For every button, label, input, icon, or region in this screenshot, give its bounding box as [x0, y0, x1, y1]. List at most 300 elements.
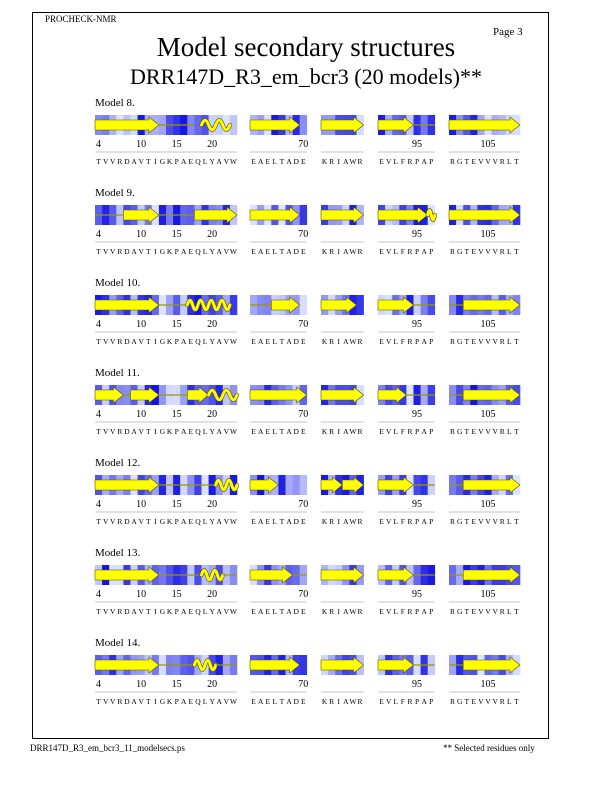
- sequence-letter: V: [385, 607, 392, 616]
- sequence-letter: I: [154, 427, 157, 436]
- residue-tick-label: 20: [207, 139, 218, 150]
- segment-group: [95, 295, 238, 346]
- model-block: [0, 367, 612, 457]
- segment-group: [321, 115, 364, 166]
- sequence-letter: P: [429, 697, 434, 706]
- sequence-letter: E: [471, 247, 477, 256]
- sequence-letter: A: [181, 427, 187, 436]
- sequence-letter: I: [337, 247, 340, 256]
- sequence-letter: L: [202, 517, 208, 526]
- model-label: Model 14.: [95, 637, 141, 649]
- sequence-letter: G: [159, 427, 166, 436]
- sequence-letter: P: [174, 697, 179, 706]
- segment-group: [378, 475, 435, 526]
- sequence-letter: P: [414, 697, 420, 706]
- sequence-letter: A: [343, 427, 349, 436]
- segment-group: [250, 655, 308, 706]
- sequence-letter: G: [159, 697, 166, 706]
- sequence-letter: D: [293, 517, 299, 526]
- residue-tick-label: 95: [412, 319, 423, 330]
- sequence-letter: R: [499, 517, 505, 526]
- sequence-letter: A: [216, 517, 222, 526]
- sequence-letter: A: [257, 337, 264, 346]
- residue-tick-label: 4: [96, 409, 102, 420]
- sequence-letter: R: [117, 427, 123, 436]
- residue-tick-label: 4: [96, 679, 102, 690]
- sequence-letter: E: [188, 337, 194, 346]
- sequence-letter: F: [400, 427, 405, 436]
- sequence-letter: A: [343, 247, 349, 256]
- sequence-letter: V: [385, 247, 392, 256]
- sequence-letter: W: [349, 157, 357, 166]
- sequence-letter: A: [421, 697, 427, 706]
- sequence-letter: V: [138, 607, 144, 616]
- segment-group: [95, 115, 238, 166]
- sequence-letter: E: [471, 157, 477, 166]
- residue-tick-label: 95: [412, 589, 423, 600]
- residue-tick-label: 70: [298, 679, 309, 690]
- structure-strip: [0, 295, 612, 365]
- sequence-letter: V: [492, 157, 498, 166]
- residue-tick-label: 15: [171, 499, 182, 510]
- structure-strip: [0, 385, 612, 455]
- sequence-letter: V: [478, 247, 484, 256]
- sequence-letter: L: [272, 697, 278, 706]
- sequence-letter: A: [216, 337, 222, 346]
- residue-tick-label: 15: [171, 229, 182, 240]
- segment-group: [321, 295, 364, 346]
- sequence-letter: T: [464, 337, 470, 346]
- sequence-letter: T: [145, 337, 151, 346]
- sequence-letter: R: [357, 517, 363, 526]
- model-label: Model 10.: [95, 277, 141, 289]
- sequence-letter: F: [400, 517, 405, 526]
- sequence-letter: T: [514, 157, 519, 166]
- sequence-letter: G: [456, 697, 463, 706]
- sequence-letter: V: [492, 607, 498, 616]
- segment-group: [321, 565, 364, 616]
- sequence-letter: V: [478, 517, 484, 526]
- sequence-letter: V: [385, 427, 392, 436]
- sequence-letter: E: [300, 427, 306, 436]
- sequence-letter: A: [286, 607, 292, 616]
- sequence-letter: V: [485, 427, 491, 436]
- program-name: PROCHECK-NMR: [45, 14, 117, 24]
- sequence-letter: R: [450, 157, 456, 166]
- sequence-letter: T: [96, 337, 101, 346]
- sequence-letter: V: [223, 697, 230, 706]
- sequence-letter: E: [265, 157, 271, 166]
- sequence-letter: R: [450, 607, 456, 616]
- sequence-letter: G: [456, 607, 463, 616]
- sequence-letter: E: [251, 607, 256, 616]
- residue-tick-label: 20: [207, 229, 218, 240]
- sequence-letter: R: [407, 427, 413, 436]
- sequence-letter: I: [154, 607, 157, 616]
- structure-strip: [0, 655, 612, 725]
- sequence-letter: A: [181, 337, 187, 346]
- sequence-letter: E: [265, 337, 271, 346]
- sequence-letter: K: [166, 607, 173, 616]
- sequence-letter: A: [131, 517, 137, 526]
- sequence-letter: E: [251, 337, 256, 346]
- sequence-letter: R: [357, 427, 363, 436]
- sequence-letter: K: [321, 247, 328, 256]
- sequence-letter: F: [400, 337, 405, 346]
- residue-tick-label: 10: [136, 319, 147, 330]
- sequence-letter: I: [337, 427, 340, 436]
- sequence-letter: L: [507, 697, 512, 706]
- sequence-letter: G: [159, 157, 166, 166]
- segment-group: [95, 205, 238, 256]
- sequence-letter: T: [145, 607, 151, 616]
- sequence-letter: Q: [195, 607, 201, 616]
- sequence-letter: A: [216, 607, 222, 616]
- sequence-letter: I: [154, 697, 157, 706]
- sequence-letter: L: [202, 247, 208, 256]
- model-block: [0, 187, 612, 277]
- footer-note: ** Selected residues only: [443, 743, 535, 753]
- sequence-letter: A: [343, 157, 349, 166]
- segment-group: [378, 115, 435, 166]
- sequence-letter: E: [300, 157, 306, 166]
- sequence-letter: D: [293, 337, 299, 346]
- sequence-letter: A: [421, 337, 427, 346]
- sequence-letter: E: [265, 697, 271, 706]
- sequence-letter: W: [229, 697, 237, 706]
- sequence-letter: E: [471, 337, 477, 346]
- sequence-letter: T: [145, 697, 151, 706]
- sequence-letter: P: [414, 337, 420, 346]
- sequence-letter: V: [138, 697, 144, 706]
- sequence-letter: R: [450, 697, 456, 706]
- sequence-letter: P: [174, 517, 179, 526]
- residue-tick-label: 15: [171, 589, 182, 600]
- sequence-letter: L: [272, 517, 278, 526]
- sequence-letter: I: [154, 247, 157, 256]
- sequence-letter: R: [117, 517, 123, 526]
- sequence-letter: V: [492, 427, 498, 436]
- sequence-letter: L: [272, 607, 278, 616]
- sequence-letter: L: [507, 337, 512, 346]
- sequence-letter: W: [229, 427, 237, 436]
- sequence-letter: R: [357, 157, 363, 166]
- sequence-letter: L: [202, 157, 208, 166]
- sequence-letter: V: [110, 337, 116, 346]
- segment-group: [95, 655, 238, 706]
- sequence-letter: D: [124, 607, 130, 616]
- sequence-letter: E: [265, 427, 271, 436]
- sequence-letter: W: [349, 427, 357, 436]
- sequence-letter: T: [464, 247, 470, 256]
- residue-tick-label: 70: [298, 499, 309, 510]
- sequence-letter: V: [485, 607, 491, 616]
- sequence-letter: R: [329, 697, 335, 706]
- sequence-letter: R: [499, 157, 505, 166]
- sequence-letter: V: [102, 427, 109, 436]
- sequence-letter: V: [478, 427, 484, 436]
- model-block: [0, 97, 612, 187]
- residue-tick-label: 105: [480, 319, 496, 330]
- sequence-letter: T: [514, 337, 519, 346]
- sequence-letter: R: [407, 157, 413, 166]
- residue-tick-label: 70: [298, 589, 309, 600]
- sequence-letter: K: [166, 157, 173, 166]
- residue-tick-label: 10: [136, 229, 147, 240]
- model-label: Model 13.: [95, 547, 141, 559]
- sequence-letter: E: [251, 157, 256, 166]
- sequence-letter: W: [229, 337, 237, 346]
- segment-group: [95, 385, 238, 436]
- sequence-letter: Y: [209, 607, 215, 616]
- sequence-letter: Q: [195, 517, 201, 526]
- residue-tick-label: 95: [412, 229, 423, 240]
- residue-tick-label: 15: [171, 409, 182, 420]
- sequence-letter: L: [202, 697, 208, 706]
- sequence-letter: I: [337, 607, 340, 616]
- sequence-letter: P: [429, 607, 434, 616]
- sequence-letter: V: [485, 517, 491, 526]
- sequence-letter: K: [166, 427, 173, 436]
- residue-tick-label: 4: [96, 319, 102, 330]
- sequence-letter: V: [485, 337, 491, 346]
- segment-group: [378, 385, 435, 436]
- sequence-letter: T: [464, 157, 470, 166]
- sequence-letter: K: [321, 337, 328, 346]
- sequence-letter: A: [257, 157, 264, 166]
- sequence-letter: T: [514, 427, 519, 436]
- sequence-letter: K: [166, 697, 173, 706]
- sequence-letter: V: [102, 157, 109, 166]
- sequence-letter: A: [421, 607, 427, 616]
- sequence-letter: V: [223, 427, 230, 436]
- model-label: Model 12.: [95, 457, 141, 469]
- sequence-letter: D: [124, 697, 130, 706]
- sequence-letter: A: [131, 427, 137, 436]
- sequence-letter: V: [110, 517, 116, 526]
- sequence-letter: R: [407, 247, 413, 256]
- sequence-letter: V: [102, 247, 109, 256]
- sequence-letter: E: [265, 517, 271, 526]
- sequence-letter: W: [349, 607, 357, 616]
- sequence-letter: V: [223, 247, 230, 256]
- sequence-letter: A: [131, 697, 137, 706]
- model-block: [0, 637, 612, 727]
- sequence-letter: T: [514, 247, 519, 256]
- sequence-letter: D: [293, 427, 299, 436]
- sequence-letter: D: [124, 247, 130, 256]
- sequence-letter: E: [379, 517, 384, 526]
- segment-group: [378, 205, 435, 256]
- segment-group: [321, 205, 364, 256]
- residue-tick-label: 20: [207, 499, 218, 510]
- sequence-letter: T: [514, 607, 519, 616]
- model-block: [0, 457, 612, 547]
- sequence-letter: R: [117, 607, 123, 616]
- sequence-letter: T: [145, 157, 151, 166]
- sequence-letter: G: [456, 337, 463, 346]
- sequence-letter: P: [414, 607, 420, 616]
- footer-filename: DRR147D_R3_em_bcr3_11_modelsecs.ps: [30, 743, 185, 753]
- sequence-letter: A: [257, 427, 264, 436]
- sequence-letter: E: [300, 337, 306, 346]
- sequence-letter: R: [499, 247, 505, 256]
- residue-cell: [300, 295, 307, 315]
- sequence-letter: T: [514, 517, 519, 526]
- sequence-letter: A: [131, 337, 137, 346]
- sequence-letter: D: [293, 697, 299, 706]
- sequence-letter: E: [188, 247, 194, 256]
- sequence-letter: T: [464, 427, 470, 436]
- sequence-letter: A: [286, 427, 292, 436]
- sequence-letter: R: [117, 157, 123, 166]
- model-label: Model 8.: [95, 97, 135, 109]
- segment-group: [449, 295, 520, 346]
- sequence-letter: V: [223, 517, 230, 526]
- residue-tick-label: 10: [136, 589, 147, 600]
- sequence-letter: V: [492, 697, 498, 706]
- residue-tick-label: 95: [412, 139, 423, 150]
- sequence-letter: I: [154, 337, 157, 346]
- sequence-letter: T: [279, 517, 285, 526]
- sequence-letter: T: [279, 697, 285, 706]
- residue-tick-label: 15: [171, 319, 182, 330]
- sequence-letter: A: [131, 247, 137, 256]
- segment-group: [378, 655, 435, 706]
- sequence-letter: P: [414, 427, 420, 436]
- segment-group: [449, 565, 520, 616]
- sequence-letter: P: [174, 427, 179, 436]
- sequence-letter: V: [110, 157, 116, 166]
- sequence-letter: L: [272, 427, 278, 436]
- sequence-letter: V: [385, 697, 392, 706]
- sequence-letter: T: [96, 517, 101, 526]
- page-number: Page 3: [493, 26, 523, 38]
- sequence-letter: E: [471, 697, 477, 706]
- sequence-letter: V: [138, 517, 144, 526]
- sequence-letter: R: [407, 337, 413, 346]
- sequence-letter: L: [507, 157, 512, 166]
- sequence-letter: Q: [195, 157, 201, 166]
- segment-group: [321, 655, 364, 706]
- sequence-letter: A: [181, 157, 187, 166]
- sequence-letter: W: [349, 697, 357, 706]
- sequence-letter: K: [321, 697, 328, 706]
- sequence-letter: E: [188, 517, 194, 526]
- residue-tick-label: 20: [207, 589, 218, 600]
- sequence-letter: R: [357, 337, 363, 346]
- segment-group: [250, 385, 308, 436]
- sequence-letter: K: [321, 607, 328, 616]
- residue-tick-label: 10: [136, 409, 147, 420]
- segment-group: [250, 205, 308, 256]
- sequence-letter: T: [145, 517, 151, 526]
- sequence-letter: P: [414, 247, 420, 256]
- segment-group: [321, 385, 364, 436]
- sequence-letter: P: [174, 247, 179, 256]
- sequence-letter: F: [400, 247, 405, 256]
- sequence-letter: W: [229, 157, 237, 166]
- structure-strip: [0, 565, 612, 635]
- sequence-letter: A: [216, 247, 222, 256]
- sequence-letter: A: [181, 247, 187, 256]
- sequence-letter: R: [407, 517, 413, 526]
- residue-tick-label: 4: [96, 139, 102, 150]
- sequence-letter: K: [321, 427, 328, 436]
- sequence-letter: R: [450, 517, 456, 526]
- sequence-letter: T: [96, 427, 101, 436]
- sequence-letter: A: [216, 157, 222, 166]
- sequence-letter: E: [379, 607, 384, 616]
- sequence-letter: E: [471, 607, 477, 616]
- sequence-letter: L: [202, 337, 208, 346]
- sequence-letter: Y: [209, 247, 215, 256]
- sequence-letter: D: [293, 157, 299, 166]
- sequence-letter: R: [357, 607, 363, 616]
- sequence-letter: A: [131, 607, 137, 616]
- sequence-letter: V: [385, 157, 392, 166]
- sequence-letter: R: [499, 697, 505, 706]
- residue-tick-label: 4: [96, 499, 102, 510]
- sequence-letter: Y: [209, 517, 215, 526]
- sequence-letter: V: [102, 607, 109, 616]
- sequence-letter: T: [96, 607, 101, 616]
- sequence-letter: V: [485, 247, 491, 256]
- sequence-letter: I: [154, 517, 157, 526]
- sequence-letter: I: [337, 697, 340, 706]
- sequence-letter: A: [286, 697, 292, 706]
- sequence-letter: W: [229, 607, 237, 616]
- sequence-letter: L: [272, 337, 278, 346]
- sequence-letter: E: [188, 157, 194, 166]
- residue-tick-label: 105: [480, 139, 496, 150]
- sequence-letter: T: [279, 337, 285, 346]
- segment-group: [250, 295, 308, 346]
- segment-group: [250, 475, 308, 526]
- sequence-letter: G: [456, 517, 463, 526]
- residue-tick-label: 4: [96, 589, 102, 600]
- sequence-letter: T: [96, 247, 101, 256]
- sequence-letter: P: [429, 157, 434, 166]
- sequence-letter: G: [159, 337, 166, 346]
- sequence-letter: Q: [195, 337, 201, 346]
- sequence-letter: R: [329, 427, 335, 436]
- sequence-letter: A: [421, 427, 427, 436]
- sequence-letter: W: [349, 337, 357, 346]
- residue-tick-label: 70: [298, 319, 309, 330]
- sequence-letter: R: [329, 607, 335, 616]
- sequence-letter: L: [202, 607, 208, 616]
- sequence-letter: V: [102, 697, 109, 706]
- segment-group: [449, 115, 520, 166]
- sequence-letter: L: [507, 517, 512, 526]
- sequence-letter: P: [174, 607, 179, 616]
- sequence-letter: K: [321, 157, 328, 166]
- sequence-letter: P: [174, 157, 179, 166]
- sequence-letter: E: [188, 607, 194, 616]
- sequence-letter: A: [216, 697, 222, 706]
- residue-tick-label: 95: [412, 499, 423, 510]
- residue-tick-label: 10: [136, 499, 147, 510]
- residue-tick-label: 70: [298, 139, 309, 150]
- residue-tick-label: 15: [171, 139, 182, 150]
- sequence-letter: V: [492, 517, 498, 526]
- sequence-letter: R: [450, 247, 456, 256]
- sequence-letter: K: [166, 247, 173, 256]
- residue-tick-label: 105: [480, 589, 496, 600]
- sequence-letter: A: [286, 247, 292, 256]
- segment-group: [378, 565, 435, 616]
